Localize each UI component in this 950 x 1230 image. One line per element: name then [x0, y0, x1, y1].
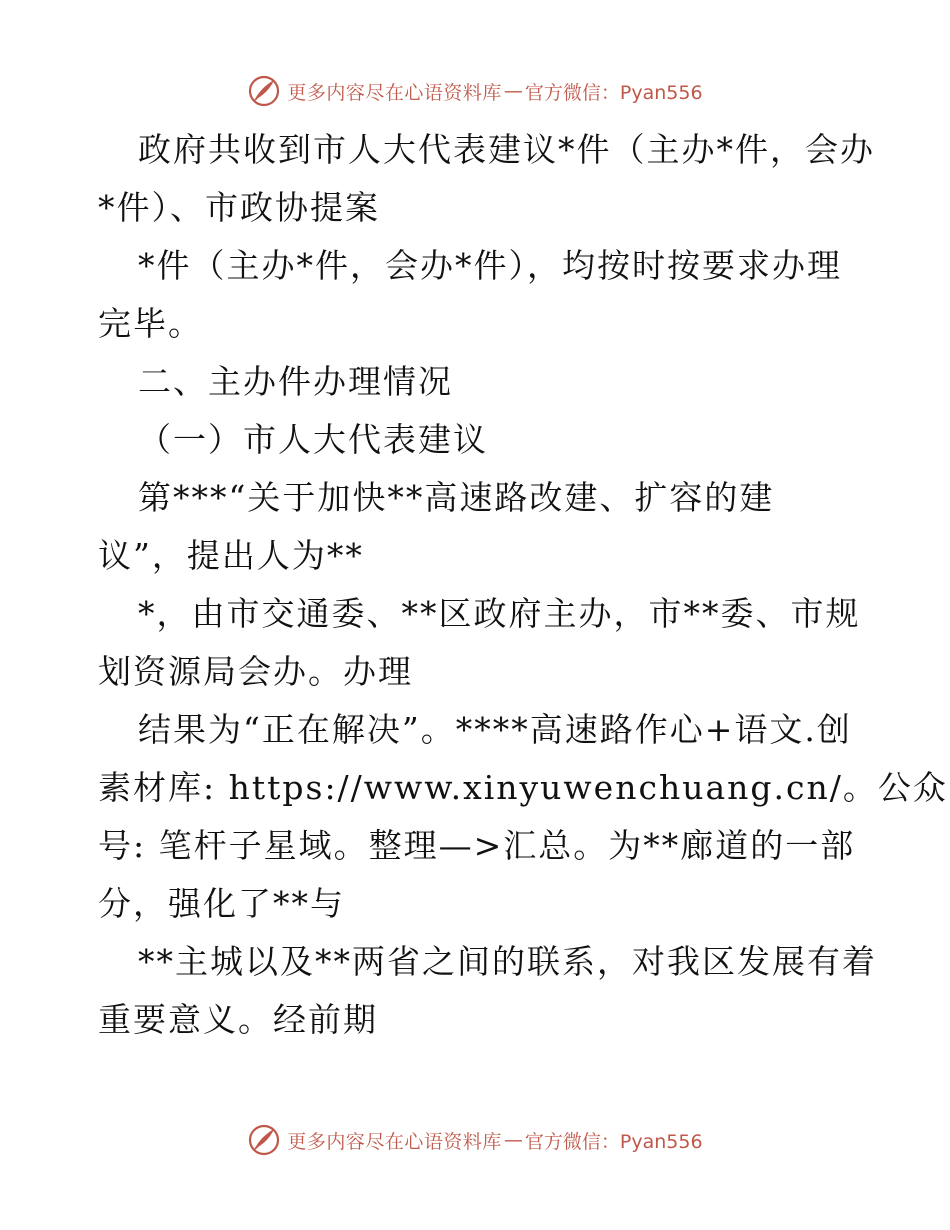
watermark-contact: 官方微信：Pyan556	[524, 81, 703, 104]
text-line: 划资源局会办。办理	[98, 652, 413, 691]
footer-watermark	[0, 1120, 950, 1160]
text-line: *件（主办*件，会办*件），均按时按要求办理	[138, 246, 842, 285]
text-line: 政府共收到市人大代表建议*件（主办*件，会办	[138, 130, 875, 169]
watermark-separator: —	[503, 1129, 523, 1151]
quill-logo-icon	[247, 74, 281, 108]
text-line: 第***“关于加快**高速路改建、扩容的建	[138, 478, 775, 517]
text-line: 重要意义。经前期	[98, 1000, 378, 1039]
watermark-brand: 更多内容尽在心语资料库	[287, 81, 502, 104]
text-line: 素材库: https://www.xinyuwenchuang.cn/。公众	[98, 768, 948, 807]
text-line: 号: 笔杆子星域。整理—>汇总。为**廊道的一部	[98, 826, 856, 865]
subsection-heading: （一）市人大代表建议	[138, 420, 488, 459]
watermark-brand: 更多内容尽在心语资料库	[287, 1130, 502, 1153]
header-watermark	[0, 71, 950, 111]
text-line: *件）、市政协提案	[98, 188, 380, 227]
watermark-contact: 官方微信：Pyan556	[524, 1130, 703, 1153]
quill-logo-icon	[247, 1123, 281, 1157]
text-line: **主城以及**两省之间的联系，对我区发展有着	[138, 942, 877, 981]
text-line: 议”，提出人为**	[98, 536, 364, 575]
watermark-separator: —	[503, 80, 523, 102]
text-line: 分，强化了**与	[98, 884, 345, 923]
text-line: 完毕。	[98, 304, 203, 343]
text-line: 结果为“正在解决”。****高速路作心+语文.创	[138, 710, 852, 749]
text-line: *，由市交通委、**区政府主办，市**委、市规	[138, 594, 861, 633]
section-heading: 二、主办件办理情况	[138, 362, 453, 401]
document-body	[98, 121, 948, 1049]
